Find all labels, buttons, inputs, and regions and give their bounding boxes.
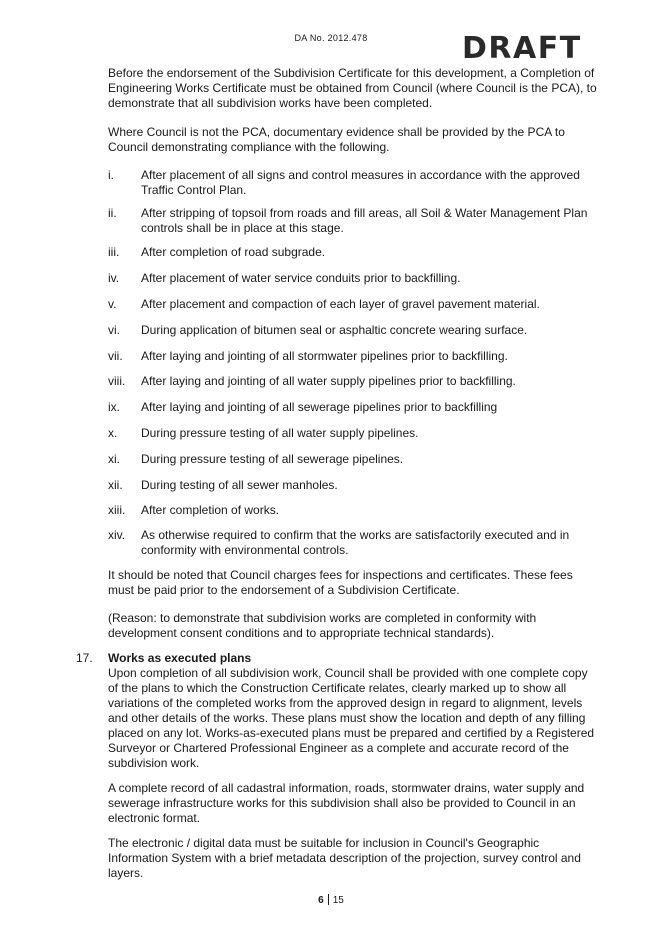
list-item-text: After laying and jointing of all sewerage pipelines prior to backfilling xyxy=(141,400,498,414)
list-item-number: xiii. xyxy=(108,503,126,517)
list-item-number: i. xyxy=(108,168,114,182)
list-item-number: x. xyxy=(108,426,118,440)
list-item-number: xiv. xyxy=(108,528,126,542)
list-item-text: After placement of all signs and control measures in accordance with the approved Traffic Control Plan. xyxy=(141,168,580,197)
list-item-number: v. xyxy=(108,297,117,311)
list-item-number: ii. xyxy=(108,206,117,220)
list-item-text: As otherwise required to confirm that the works are satisfactorily executed and in conformity with environmental controls. xyxy=(141,528,570,557)
section-paragraph-2: A complete record of all cadastral information, roads, stormwater drains, water supply and sewerage infrastructure works for this subdivision shall also be provided to Council in an electronic format. xyxy=(108,781,585,825)
list-item-number: vii. xyxy=(108,349,123,363)
list-item-number: viii. xyxy=(108,374,126,388)
page-number: 6 xyxy=(318,895,324,906)
reason-note: (Reason: to demonstrate that subdivision works are completed in conformity with development consent conditions and to appropriate technical standards). xyxy=(108,611,537,640)
list-item-text: After placement and compaction of each layer of gravel pavement material. xyxy=(141,297,540,311)
list-item-text: After completion of road subgrade. xyxy=(141,245,326,259)
list-item-number: iii. xyxy=(108,245,120,259)
list-item-text: During application of bitumen seal or asphaltic concrete wearing surface. xyxy=(141,323,528,337)
list-item-text: After completion of works. xyxy=(141,503,280,517)
page-divider xyxy=(328,894,329,905)
list-item-text: After laying and jointing of all water supply pipelines prior to backfilling. xyxy=(141,374,516,388)
page-footer xyxy=(0,894,662,906)
intro-paragraph-1: Before the endorsement of the Subdivision Certificate for this development, a Completion of Engineering Works Certificate must be obtained from Council (where Council is the PCA), to demonstrate that all subdivision works have been completed. xyxy=(108,66,597,110)
intro-paragraph-2: Where Council is not the PCA, documentary evidence shall be provided by the PCA to Council demonstrating compliance with the following. xyxy=(108,125,565,154)
section-paragraph-3: The electronic / digital data must be suitable for inclusion in Council's Geographic Information System with a brief metadata description of the projection, survey control and layers. xyxy=(108,836,581,880)
list-item-text: After stripping of topsoil from roads and fill areas, all Soil & Water Management Plan controls shall be in place at this stage. xyxy=(141,206,588,235)
list-item-text: During pressure testing of all sewerage pipelines. xyxy=(141,452,404,466)
section-number: 17. xyxy=(76,651,93,665)
list-item-text: After placement of water service conduits prior to backfilling. xyxy=(141,271,461,285)
list-item-number: xi. xyxy=(108,452,120,466)
da-number: DA No. 2012.478 xyxy=(294,33,368,43)
list-item-number: vi. xyxy=(108,323,120,337)
list-item-text: During pressure testing of all water supply pipelines. xyxy=(141,426,419,440)
draft-watermark: DRAFT xyxy=(462,31,582,66)
section-paragraph-1: Upon completion of all subdivision work, Council shall be provided with one complete copy of the plans to which the Construction Certificate relates, clearly marked up to show all variations of the completed works from the approved design in regard to alignment, levels and other details of the works. These plans must show the location and depth of any filling placed on any lot. Works-as-executed plans must be prepared and certified by a Registered Surveyor or Chartered Professional Engineer as a complete and accurate record of the subdivision work. xyxy=(108,666,595,770)
page-total: 15 xyxy=(332,895,344,906)
list-item-text: During testing of all sewer manholes. xyxy=(141,478,338,492)
list-item-number: xii. xyxy=(108,478,123,492)
list-item-text: After laying and jointing of all stormwater pipelines prior to backfilling. xyxy=(141,349,508,363)
fees-note: It should be noted that Council charges fees for inspections and certificates. These fees must be paid prior to the endorsement of a Subdivision Certificate. xyxy=(108,568,573,597)
list-item-number: ix. xyxy=(108,400,120,414)
list-item-number: iv. xyxy=(108,271,120,285)
section-title: Works as executed plans xyxy=(108,651,252,665)
